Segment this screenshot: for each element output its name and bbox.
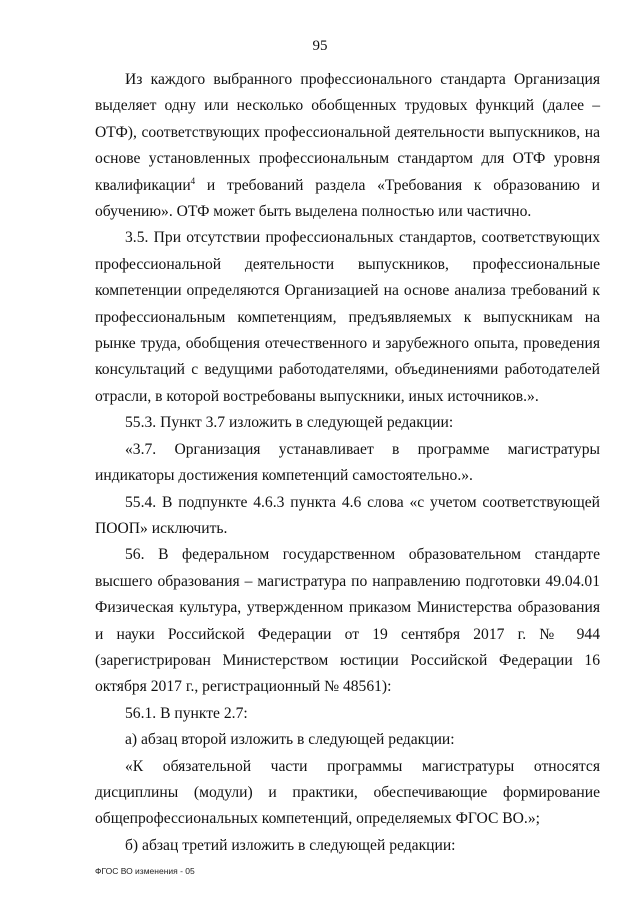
paragraph-item-a: а) абзац второй изложить в следующей редакции: (125, 731, 455, 749)
paragraph-3-5: 3.5. При отсутствии профессиональных стандартов, соответствующих профессиональной деятельности выпускников, профессиональные компетенции определяются Организацией на основе анализа требований к профессиональным компетенциям, предъявляемых к выпускникам на рынке труда, обобщения отечественного и зарубежного опыта, проведения консультаций с ведущими работодателями, объединениями работодателей отрасли, в которой востребованы выпускники, иных источников.». (95, 229, 600, 405)
paragraph-55-3: 55.3. Пункт 3.7 изложить в следующей редакции: (125, 414, 454, 432)
footnote-marker: 4 (190, 175, 196, 186)
paragraph-text: и требований раздела «Требования к образованию и обучению». ОТФ может быть выделена полностью или частично. (95, 176, 600, 221)
paragraph-otf-selection (95, 67, 600, 225)
document-body (95, 67, 600, 859)
paragraph-55-4: 55.4. В подпункте 4.6.3 пункта 4.6 слова «с учетом соответствующей ПООП» исключить. (95, 493, 600, 537)
paragraph-text: Из каждого выбранного профессионального стандарта Организация выделяет одну или несколько обобщенных трудовых функций (далее – ОТФ), соответствующих профессиональной деятельности выпускников, на основе установленных профессиональным стандартом для ОТФ уровня квалификации (95, 71, 600, 194)
paragraph-mandatory-part-quote: «К обязательной части программы магистратуры относятся дисциплины (модули) и практики, обеспечивающие формирование общепрофессиональных компетенций, определяемых ФГОС ВО.»; (95, 757, 600, 828)
paragraph-item-b: б) абзац третий изложить в следующей редакции: (125, 836, 456, 854)
paragraph-3-7-quote: «3.7. Организация устанавливает в программе магистратуры индикаторы достижения компетенций самостоятельно.». (95, 440, 600, 485)
page-number: 95 (312, 38, 328, 54)
paragraph-56-1: 56.1. В пункте 2.7: (125, 704, 248, 722)
footer-doc-id: ФГОС ВО изменения - 05 (95, 866, 195, 876)
paragraph-56: 56. В федеральном государственном образовательном стандарте высшего образования – магистратура по направлению подготовки 49.04.01 Физическая культура, утвержденном приказом Министерства образования и науки Российской Федерации от 19 сентября 2017 г. № 944 (зарегистрирован Министерством юстиции Российской Федерации 16 октября 2017 г., регистрационный № 48561): (95, 546, 600, 696)
